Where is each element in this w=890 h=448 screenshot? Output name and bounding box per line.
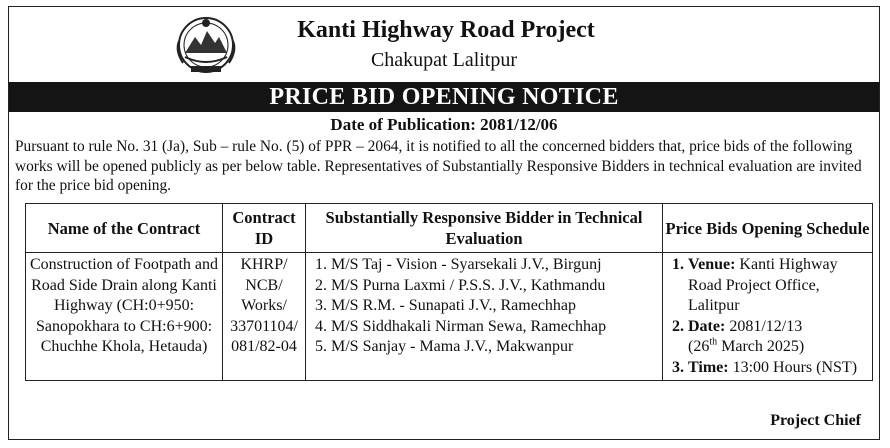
venue-value: Kanti Highway Road Project Office, Lalitpur [688,256,838,314]
notice-intro: Pursuant to rule No. 31 (Ja), Sub – rule No. (5) of PPR – 2064, it is notified to all the concerned bidders that, price bids of the following works will be opened publicly as per below table. Representatives of Substantially Responsive Bidders in technical evaluation are invited for the price bid opening. [15,138,862,194]
publication-date: Date of Publication: 2081/12/06 [330,115,558,134]
date-label: Date: [688,317,726,335]
schedule-date [688,317,869,358]
contract-id-part: NCB/ [245,276,283,294]
header-schedule: Price Bids Opening Schedule [663,204,873,253]
contract-id-cell [223,253,306,381]
bidder-item: 4. M/S Siddhakali Nirman Sewa, Ramechhap [331,317,659,338]
org-name: Kanti Highway Road Project [297,17,595,43]
contract-id-part: Works/ [241,297,287,314]
bid-table [25,203,873,381]
org-location: Chakupat Lalitpur [370,49,518,71]
time-label: Time: [688,358,729,376]
date-ad-sup: th [709,336,718,348]
date-value: 2081/12/13 [729,317,803,335]
notice-title: PRICE BID OPENING NOTICE [9,82,879,112]
schedule-venue [688,255,869,317]
contract-id-part: KHRP/ [240,256,288,273]
notice-header [9,7,879,81]
date-ad-pre: (26 [688,338,710,355]
bidder-item: 5. M/S Sanjay - Mama J.V., Makwanpur [331,337,659,358]
bidders-cell [306,253,663,381]
venue-label: Venue: [688,256,736,273]
header-contract-id [223,204,306,253]
schedule-cell [663,253,873,381]
bidder-item: 2. M/S Purna Laxmi / P.S.S. J.V., Kathmandu [331,276,659,297]
time-value: 13:00 Hours (NST) [732,358,858,376]
notice-frame [8,6,880,440]
signatory: Project Chief [770,412,861,429]
table-row [26,253,873,381]
header-contract-id-line1: Contract [232,208,296,227]
contract-id-part: 081/82-04 [231,338,297,355]
date-ad-post: March 2025) [721,338,805,355]
schedule-list [666,255,869,378]
bidder-item: 1. M/S Taj - Vision - Syarsekali J.V., Birgunj [331,255,659,276]
header-bidders: Substantially Responsive Bidder in Technical Evaluation [306,204,663,253]
schedule-time [688,358,869,379]
contract-name-cell: Construction of Footpath and Road Side Drain along Kanti Highway (CH:0+950: Sanopokhara to CH:6+900: Chuchhe Khola, Hetauda) [26,253,223,381]
table-header-row [26,204,873,253]
header-contract-name: Name of the Contract [26,204,223,253]
header-contract-id-line2: ID [254,229,274,248]
contract-id-part: 33701104/ [230,317,298,335]
bidder-list [309,255,659,358]
bidder-item: 3. M/S R.M. - Sunapati J.V., Ramechhap [331,296,659,317]
